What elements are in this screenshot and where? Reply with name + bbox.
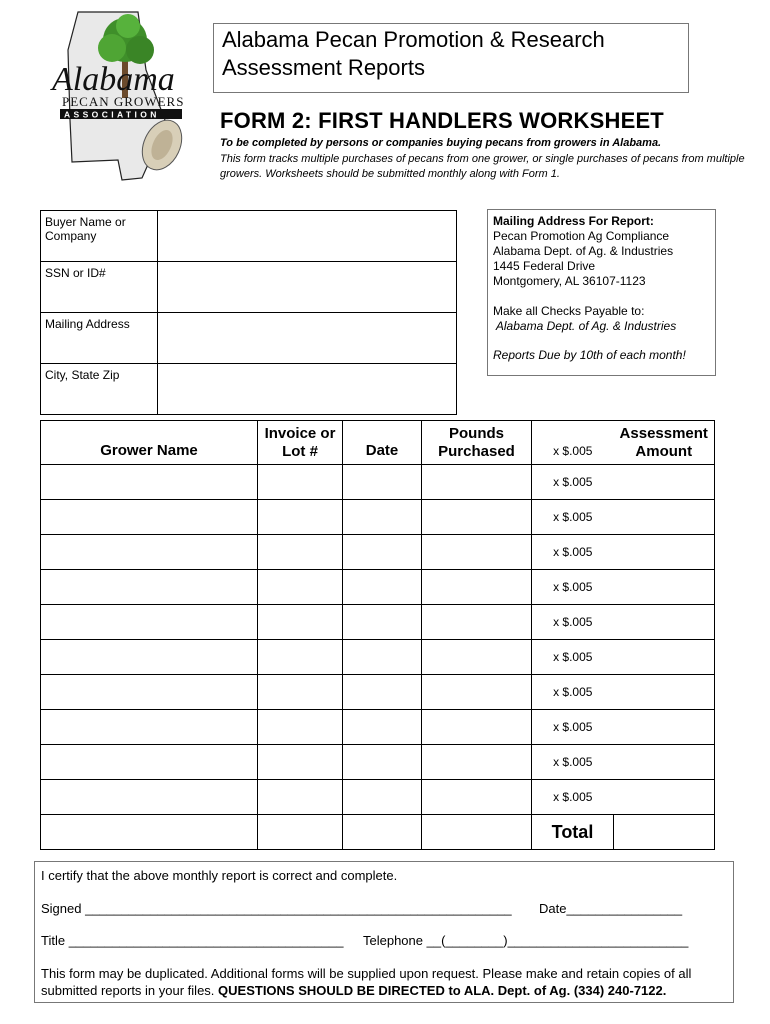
certification-box [34,861,734,1003]
grower-name-cell[interactable] [41,780,258,815]
logo-state-name: Alabama [52,61,175,98]
title-line[interactable]: Title ______________________________________ [41,933,344,948]
invoice-cell[interactable] [258,570,343,605]
invoice-cell[interactable] [258,640,343,675]
rate-cell: x $.005 [532,500,614,535]
amount-cell[interactable] [614,605,715,640]
rate-cell: x $.005 [532,605,614,640]
pounds-cell[interactable] [422,640,532,675]
table-row [41,570,715,605]
table-row [41,640,715,675]
city-state-zip-label: City, State Zip [41,364,158,415]
total-amount-field[interactable] [614,815,715,850]
date-cell[interactable] [343,640,422,675]
ssn-field[interactable] [158,262,457,313]
grower-name-cell[interactable] [41,745,258,780]
table-row [41,465,715,500]
amount-cell[interactable] [614,500,715,535]
total-label: Total [532,815,614,850]
footer-contact: QUESTIONS SHOULD BE DIRECTED to ALA. Dept. of Ag. (334) 240-7122. [218,983,667,998]
rate-cell: x $.005 [532,570,614,605]
pounds-cell[interactable] [422,780,532,815]
date-cell[interactable] [343,570,422,605]
rate-cell: x $.005 [532,710,614,745]
due-notice: Reports Due by 10th of each month! [493,348,686,362]
invoice-cell[interactable] [258,465,343,500]
pounds-header: Pounds Purchased [422,421,532,465]
buyer-name-field[interactable] [158,211,457,262]
invoice-cell[interactable] [258,745,343,780]
pounds-cell[interactable] [422,500,532,535]
date-cell[interactable] [343,605,422,640]
amount-cell[interactable] [614,465,715,500]
checks-payee: Alabama Dept. of Ag. & Industries [493,319,677,333]
grower-name-cell[interactable] [41,710,258,745]
buyer-info-table [40,210,457,415]
pounds-cell[interactable] [422,465,532,500]
rate-cell: x $.005 [532,780,614,815]
intro-bold: To be completed by persons or companies buying pecans from growers in Alabama. [220,137,662,149]
table-row [41,675,715,710]
title-line2: Assessment Reports [222,55,425,80]
date-cell[interactable] [343,675,422,710]
mailing-line1: Pecan Promotion Ag Compliance [493,229,670,243]
grower-name-cell[interactable] [41,605,258,640]
rate-cell: x $.005 [532,640,614,675]
mailing-heading: Mailing Address For Report: [493,214,654,228]
pounds-cell[interactable] [422,535,532,570]
invoice-cell[interactable] [258,535,343,570]
date-header: Date [343,421,422,465]
total-row-grower [41,815,258,850]
rate-cell: x $.005 [532,465,614,500]
pounds-cell[interactable] [422,570,532,605]
total-row-invoice [258,815,343,850]
grower-name-cell[interactable] [41,570,258,605]
invoice-cell[interactable] [258,780,343,815]
grower-name-cell[interactable] [41,500,258,535]
mailing-address-box [487,209,716,376]
rate-cell: x $.005 [532,745,614,780]
logo-line2: ASSOCIATION [64,109,160,120]
footer-note: This form may be duplicated. Additional forms will be supplied upon request. Please make and retain copies of all submitted reports in your files. QUESTIONS SHOULD BE DIRECTED to ALA. Dept. of Ag. (334) 240-7122. [41,966,692,998]
total-row-date [343,815,422,850]
grower-name-cell[interactable] [41,640,258,675]
amount-cell[interactable] [614,780,715,815]
date-cell[interactable] [343,745,422,780]
grower-name-cell[interactable] [41,535,258,570]
alabama-map-icon [50,10,185,185]
grower-name-cell[interactable] [41,465,258,500]
invoice-cell[interactable] [258,710,343,745]
mailing-address-field[interactable] [158,313,457,364]
pounds-cell[interactable] [422,745,532,780]
association-logo [50,10,185,185]
rate-cell: x $.005 [532,675,614,710]
checks-label: Make all Checks Payable to: [493,304,645,318]
form-title: FORM 2: FIRST HANDLERS WORKSHEET [220,108,664,133]
logo-line1: PECAN GROWERS [62,94,185,109]
rate-cell: x $.005 [532,535,614,570]
ssn-label: SSN or ID# [41,262,158,313]
amount-cell[interactable] [614,745,715,780]
date-cell[interactable] [343,465,422,500]
intro-text: This form tracks multiple purchases of pecans from one grower, or single purchases of pecans from multiple growers. Worksheets should be submitted monthly along with Form 1. [220,153,745,180]
invoice-header: Invoice or Lot # [258,421,343,465]
grower-table [40,420,715,850]
certify-statement: I certify that the above monthly report is correct and complete. [41,868,398,883]
date-cell[interactable] [343,710,422,745]
rate-header: x $.005 [532,421,614,465]
table-row [41,745,715,780]
invoice-cell[interactable] [258,675,343,710]
mailing-line4: Montgomery, AL 36107-1123 [493,274,646,288]
city-state-zip-field[interactable] [158,364,457,415]
date-cell[interactable] [343,780,422,815]
table-row [41,500,715,535]
amount-cell[interactable] [614,535,715,570]
amount-cell[interactable] [614,570,715,605]
table-row [41,710,715,745]
amount-header: Assessment Amount [614,421,715,465]
date-line[interactable]: Date________________ [539,901,683,916]
table-row [41,605,715,640]
pounds-cell[interactable] [422,675,532,710]
pounds-cell[interactable] [422,710,532,745]
invoice-cell[interactable] [258,500,343,535]
amount-cell[interactable] [614,675,715,710]
date-cell[interactable] [343,535,422,570]
table-row [41,780,715,815]
pounds-cell[interactable] [422,605,532,640]
mailing-line3: 1445 Federal Drive [493,259,596,273]
mailing-line2: Alabama Dept. of Ag. & Industries [493,244,674,258]
table-row [41,535,715,570]
title-box [213,23,689,93]
total-row-pounds [422,815,532,850]
buyer-name-label: Buyer Name or Company [41,211,158,262]
mailing-address-label: Mailing Address [41,313,158,364]
amount-cell[interactable] [614,710,715,745]
grower-name-header: Grower Name [41,421,258,465]
telephone-line[interactable]: Telephone __(________)_________________________ [363,933,689,948]
date-cell[interactable] [343,500,422,535]
signed-line[interactable]: Signed ___________________________________________________________ [41,901,512,916]
grower-name-cell[interactable] [41,675,258,710]
invoice-cell[interactable] [258,605,343,640]
title-line1: Alabama Pecan Promotion & Research [222,27,605,52]
amount-cell[interactable] [614,640,715,675]
